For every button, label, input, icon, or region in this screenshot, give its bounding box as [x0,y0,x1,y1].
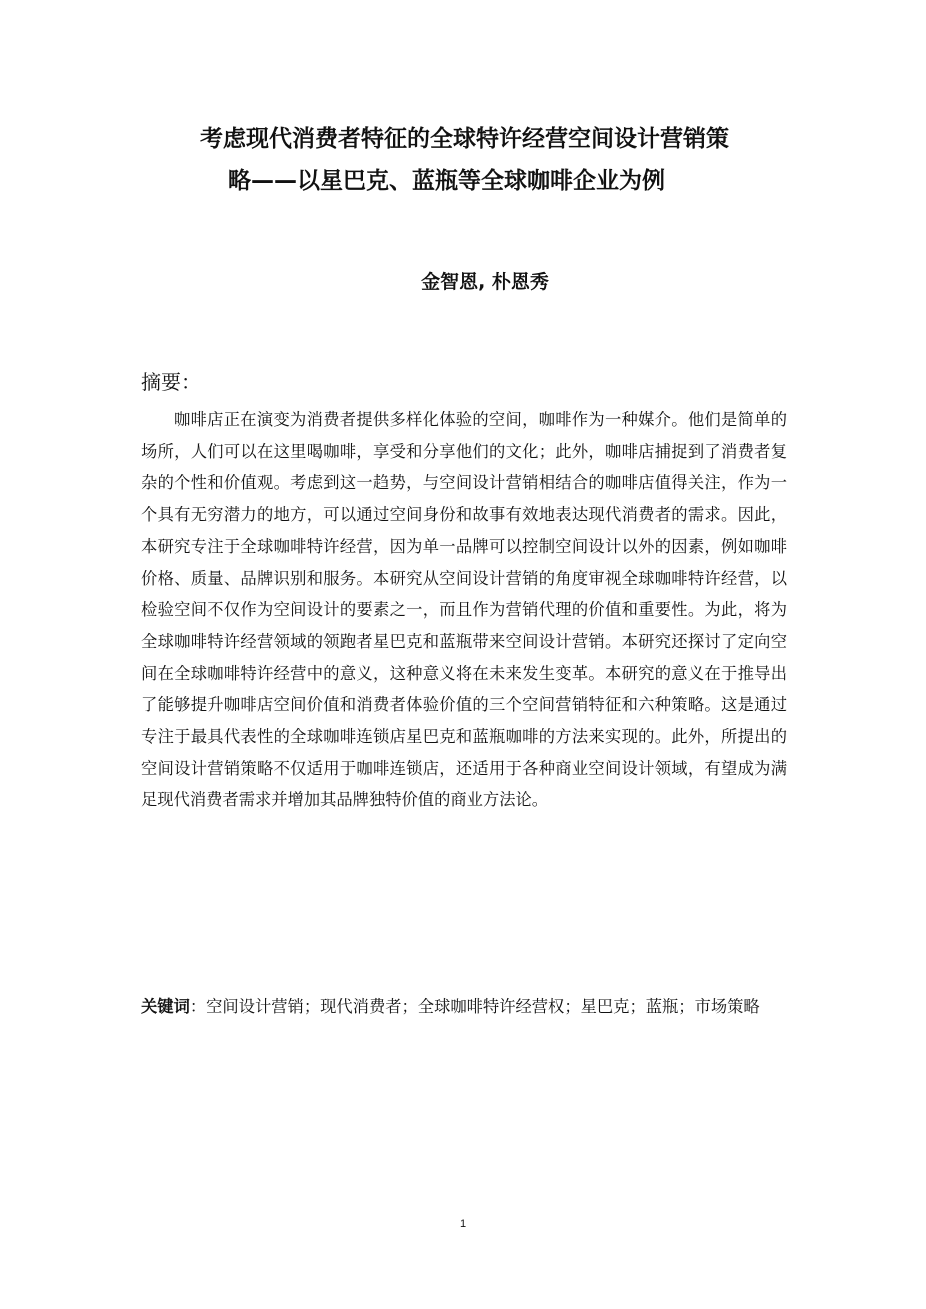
keywords-section [141,989,787,1024]
page-number: 1 [459,1218,467,1230]
paper-authors: 金智恩, 朴恩秀 [421,271,549,293]
abstract-heading: 摘要： [141,370,201,394]
paper-title [140,118,846,202]
paper-title-line-1: 考虑现代消费者特征的全球特许经营空间设计营销策 [200,126,729,152]
paper-title-line-2: 略——以星巴克、蓝瓶等全球咖啡企业为例 [228,168,665,194]
abstract-body: 咖啡店正在演变为消费者提供多样化体验的空间，咖啡作为一种媒介。他们是简单的场所，人们可以在这里喝咖啡，享受和分享他们的文化；此外，咖啡店捕捉到了消费者复杂的个性和价值观。考虑到这一趋势，与空间设计营销相结合的咖啡店值得关注，作为一个具有无穷潜力的地方，可以通过空间身份和故事有效地表达现代消费者的需求。因此，本研究专注于全球咖啡特许经营，因为单一品牌可以控制空间设计以外的因素，例如咖啡价格、质量、品牌识别和服务。本研究从空间设计营销的角度审视全球咖啡特许经营，以检验空间不仅作为空间设计的要素之一，而且作为营销代理的价值和重要性。为此，将为全球咖啡特许经营领域的领跑者星巴克和蓝瓶带来空间设计营销。本研究还探讨了定向空间在全球咖啡特许经营中的意义，这种意义将在未来发生变革。本研究的意义在于推导出了能够提升咖啡店空间价值和消费者体验价值的三个空间营销特征和六种策略。这是通过专注于最具代表性的全球咖啡连锁店星巴克和蓝瓶咖啡的方法来实现的。此外，所提出的空间设计营销策略不仅适用于咖啡连锁店，还适用于各种商业空间设计领域，有望成为满足现代消费者需求并增加其品牌独特价值的商业方法论。 [141,410,787,810]
keywords-label: 关键词 [141,997,190,1016]
keywords-text: ：空间设计营销；现代消费者；全球咖啡特许经营权；星巴克；蓝瓶；市场策略 [189,997,760,1016]
